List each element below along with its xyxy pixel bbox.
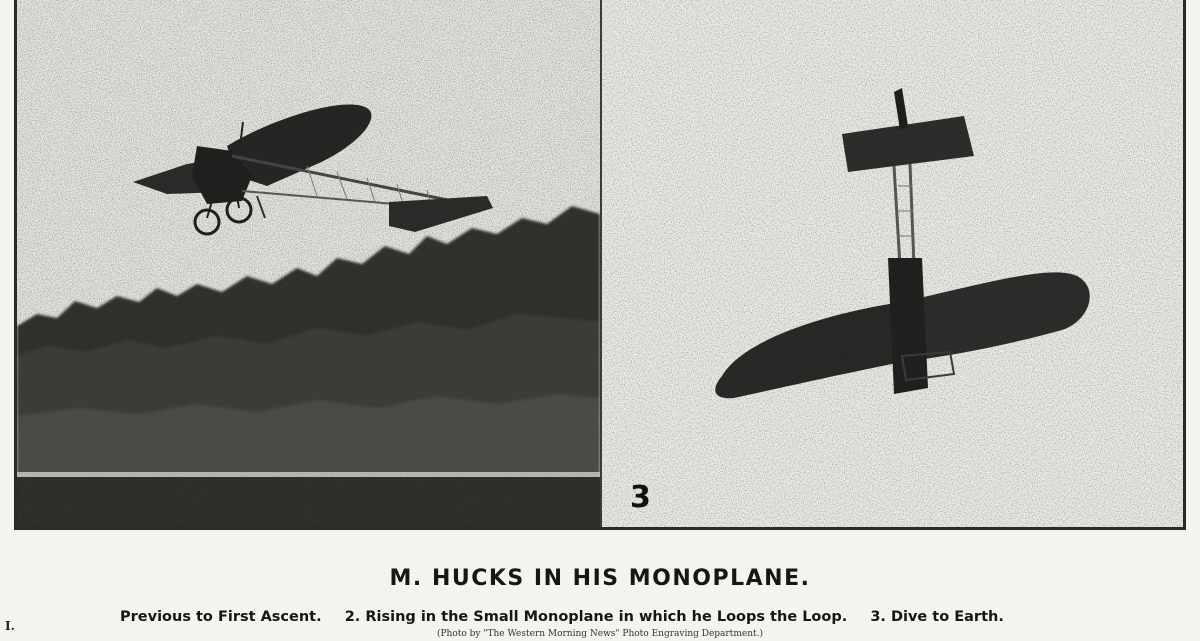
- photo-credit: (Photo by "The Western Morning News" Photo Engraving Department.): [436, 629, 763, 639]
- photo-panel-left: [17, 0, 602, 527]
- caption-line: [120, 609, 1200, 625]
- caption-1: Previous to First Ascent.: [120, 609, 322, 625]
- headline: M. HUCKS IN HIS MONOPLANE.: [389, 566, 811, 591]
- monoplane-dive-photo: [602, 0, 1183, 527]
- photo-number-label: 3: [630, 480, 651, 515]
- photo-panel-right: [602, 0, 1183, 527]
- photo-frame: [14, 0, 1186, 530]
- caption-3: 3. Dive to Earth.: [870, 609, 1004, 625]
- caption-number-one: I.: [5, 619, 15, 633]
- caption-2: 2. Rising in the Small Monoplane in which he Loops the Loop.: [344, 609, 848, 625]
- monoplane-ascent-photo: [17, 0, 600, 527]
